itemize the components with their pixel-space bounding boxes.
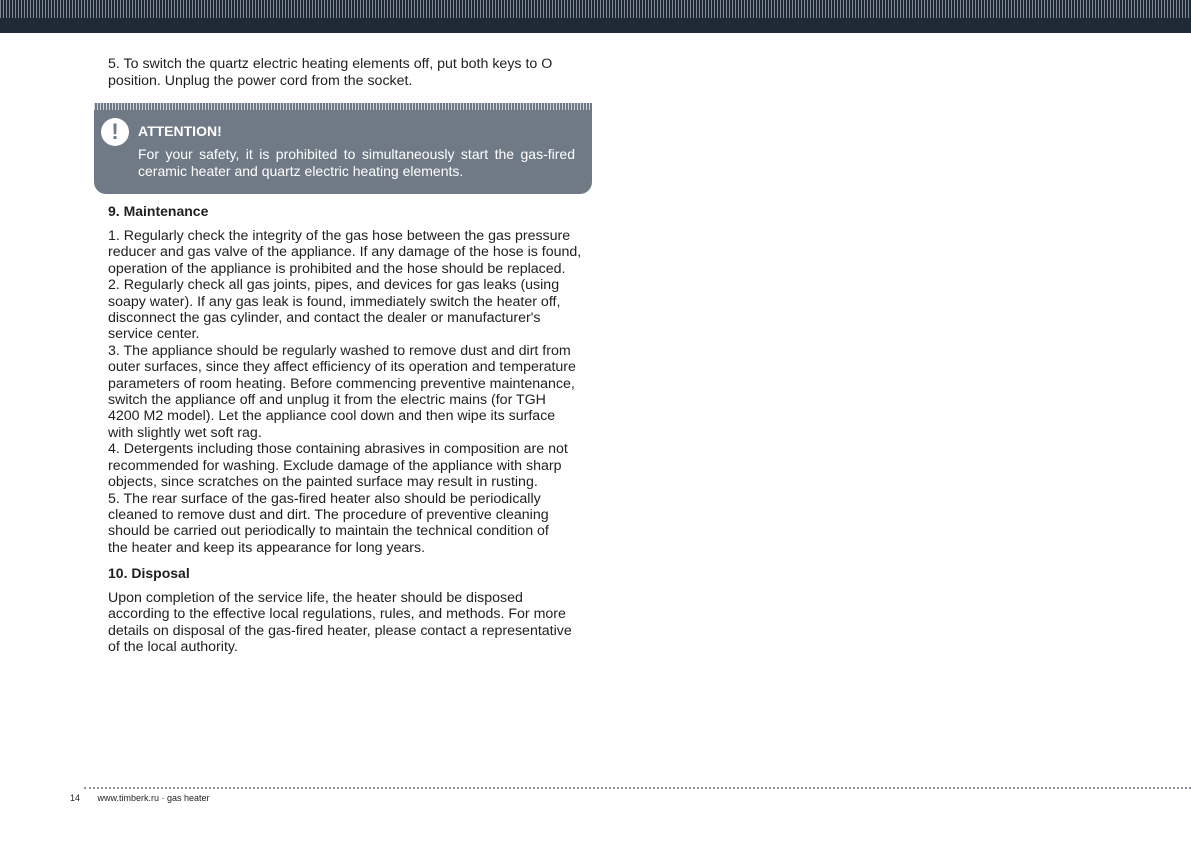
disposal-line: details on disposal of the gas-fired heater, please contact a representative xyxy=(108,622,572,639)
maintenance-heading: 9. Maintenance xyxy=(108,203,209,219)
maintenance-line: cleaned to remove dust and dirt. The procedure of preventive cleaning xyxy=(108,506,549,523)
attention-box xyxy=(94,103,592,194)
maintenance-line: 5. The rear surface of the gas-fired heater also should be periodically xyxy=(108,490,541,507)
disposal-line: of the local authority. xyxy=(108,639,238,656)
maintenance-line: service center. xyxy=(108,326,200,343)
attention-stripes xyxy=(94,103,592,110)
intro-line: 5. To switch the quartz electric heating elements off, put both keys to O xyxy=(108,56,553,72)
intro-line: position. Unplug the power cord from the socket. xyxy=(108,72,413,89)
disposal-line: Upon completion of the service life, the heater should be disposed xyxy=(108,590,523,606)
maintenance-line: with slightly wet soft rag. xyxy=(108,424,262,441)
maintenance-line: 3. The appliance should be regularly washed to remove dust and dirt from xyxy=(108,342,571,359)
maintenance-line: 1. Regularly check the integrity of the gas hose between the gas pressure xyxy=(108,228,571,244)
exclamation-icon: ! xyxy=(101,118,129,146)
disposal-heading: 10. Disposal xyxy=(108,565,190,581)
attention-text: For your safety, it is prohibited to simultaneously start the gas-fired ceramic heater and quartz electric heating elements. xyxy=(138,146,575,179)
disposal-line: according to the effective local regulations, rules, and methods. For more xyxy=(108,606,566,623)
intro-text xyxy=(108,56,592,89)
maintenance-line: outer surfaces, since they affect efficiency of its operation and temperature xyxy=(108,359,576,376)
maintenance-line: objects, since scratches on the painted surface may result in rusting. xyxy=(108,474,538,491)
maintenance-line: 4200 M2 model). Let the appliance cool down and then wipe its surface xyxy=(108,408,556,425)
disposal-body xyxy=(108,590,593,656)
footer-dotted-rule xyxy=(84,787,1191,789)
maintenance-body xyxy=(108,228,593,556)
maintenance-line: disconnect the gas cylinder, and contact the dealer or manufacturer's xyxy=(108,310,541,327)
maintenance-line: the heater and keep its appearance for long years. xyxy=(108,539,426,556)
page-footer xyxy=(70,793,210,804)
maintenance-line: 4. Detergents including those containing abrasives in composition are not xyxy=(108,441,568,458)
maintenance-line: parameters of room heating. Before commencing preventive maintenance, xyxy=(108,375,575,392)
footer-site-text: www.timberk.ru · gas heater xyxy=(97,793,210,803)
attention-title: ATTENTION! xyxy=(138,123,222,139)
page-header-stripes xyxy=(0,0,1191,18)
page-header-band xyxy=(0,0,1191,33)
page-number: 14 xyxy=(70,793,81,803)
maintenance-line: switch the appliance off and unplug it from the electric mains (for TGH xyxy=(108,392,546,409)
maintenance-line: recommended for washing. Exclude damage of the appliance with sharp xyxy=(108,457,562,474)
intro-paragraph xyxy=(108,56,592,89)
maintenance-line: operation of the appliance is prohibited and the hose should be replaced. xyxy=(108,260,566,277)
maintenance-line: reducer and gas valve of the appliance. If any damage of the hose is found, xyxy=(108,244,582,261)
maintenance-line: should be carried out periodically to maintain the technical condition of xyxy=(108,523,549,540)
maintenance-line: 2. Regularly check all gas joints, pipes, and devices for gas leaks (using xyxy=(108,277,560,294)
maintenance-line: soapy water). If any gas leak is found, immediately switch the heater off, xyxy=(108,293,561,310)
